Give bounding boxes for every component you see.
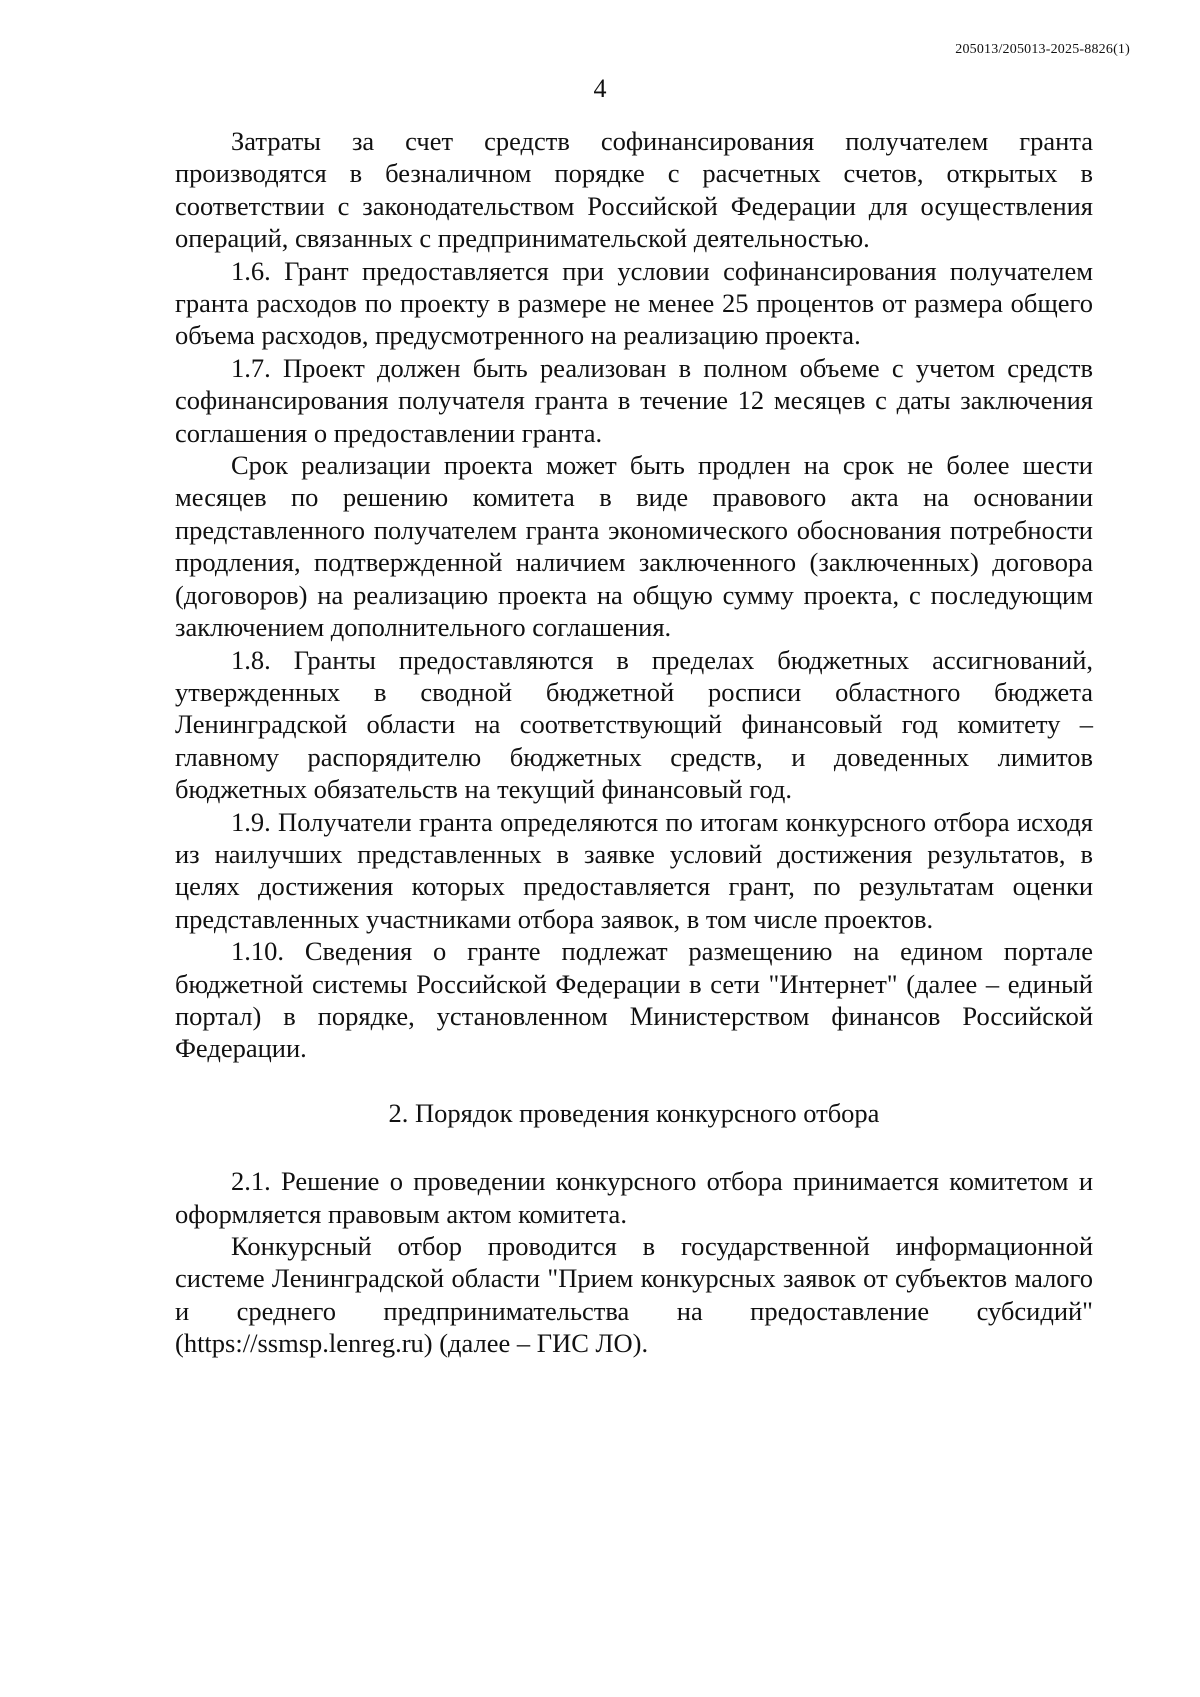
paragraph-1-9: 1.9. Получатели гранта определяются по итогам конкурсного отбора исходя из наилучших представленных в заявке условий достижения результатов, в целях достижения которых предоставляется грант, по результатам оценки представленных участниками отбора заявок, в том числе проектов. <box>175 806 1093 934</box>
section-2-heading: 2. Порядок проведения конкурсного отбора <box>388 1097 880 1128</box>
paragraph-2-1: 2.1. Решение о проведении конкурсного отбора принимается комитетом и оформляется правовым актом комитета. <box>175 1166 1093 1229</box>
paragraph-1-10: 1.10. Сведения о гранте подлежат размещению на едином портале бюджетной системы Российской Федерации в сети "Интернет" (далее – единый портал) в порядке, установленном Министерством финансов Российской Федерации. <box>175 936 1093 1064</box>
page-number: 4 <box>593 74 607 103</box>
document-id: 205013/205013-2025-8826(1) <box>955 42 1130 57</box>
paragraph-project-extension: Срок реализации проекта может быть продлен на срок не более шести месяцев по решению комитета в виде правового акта на основании представленного получателем гранта экономического обоснования потребности продления, подтвержденной наличием заключенного (заключенных) договора (договоров) на реализацию проекта на общую сумму проекта, с последующим заключением дополнительного соглашения. <box>175 450 1093 643</box>
paragraph-1-7: 1.7. Проект должен быть реализован в полном объеме с учетом средств софинансирования получателя гранта в течение 12 месяцев с даты заключения соглашения о предоставлении гранта. <box>175 352 1093 448</box>
paragraph-1-6: 1.6. Грант предоставляется при условии софинансирования получателем гранта расходов по проекту в размере не менее 25 процентов от размера общего объема расходов, предусмотренного на реализацию проекта. <box>175 255 1093 351</box>
paragraph-gis-lo: Конкурсный отбор проводится в государственной информационной системе Ленинградской области "Прием конкурсных заявок от субъектов малого и среднего предпринимательства на предоставление субсидий" (https://ssmsp.lenreg.ru) (далее – ГИС ЛО). <box>175 1231 1093 1359</box>
paragraph-1-8: 1.8. Гранты предоставляются в пределах бюджетных ассигнований, утвержденных в сводной бюджетной росписи областного бюджета Ленинградской области на соответствующий финансовый год комитету – главному распорядителю бюджетных средств, и доведенных лимитов бюджетных обязательств на текущий финансовый год. <box>175 644 1093 805</box>
document-body <box>175 125 1093 1360</box>
paragraph-cofinancing-costs: Затраты за счет средств софинансирования получателем гранта производятся в безналичном порядке с расчетных счетов, открытых в соответствии с законодательством Российской Федерации для осуществления операций, связанных с предпринимательской деятельностью. <box>175 126 1093 254</box>
